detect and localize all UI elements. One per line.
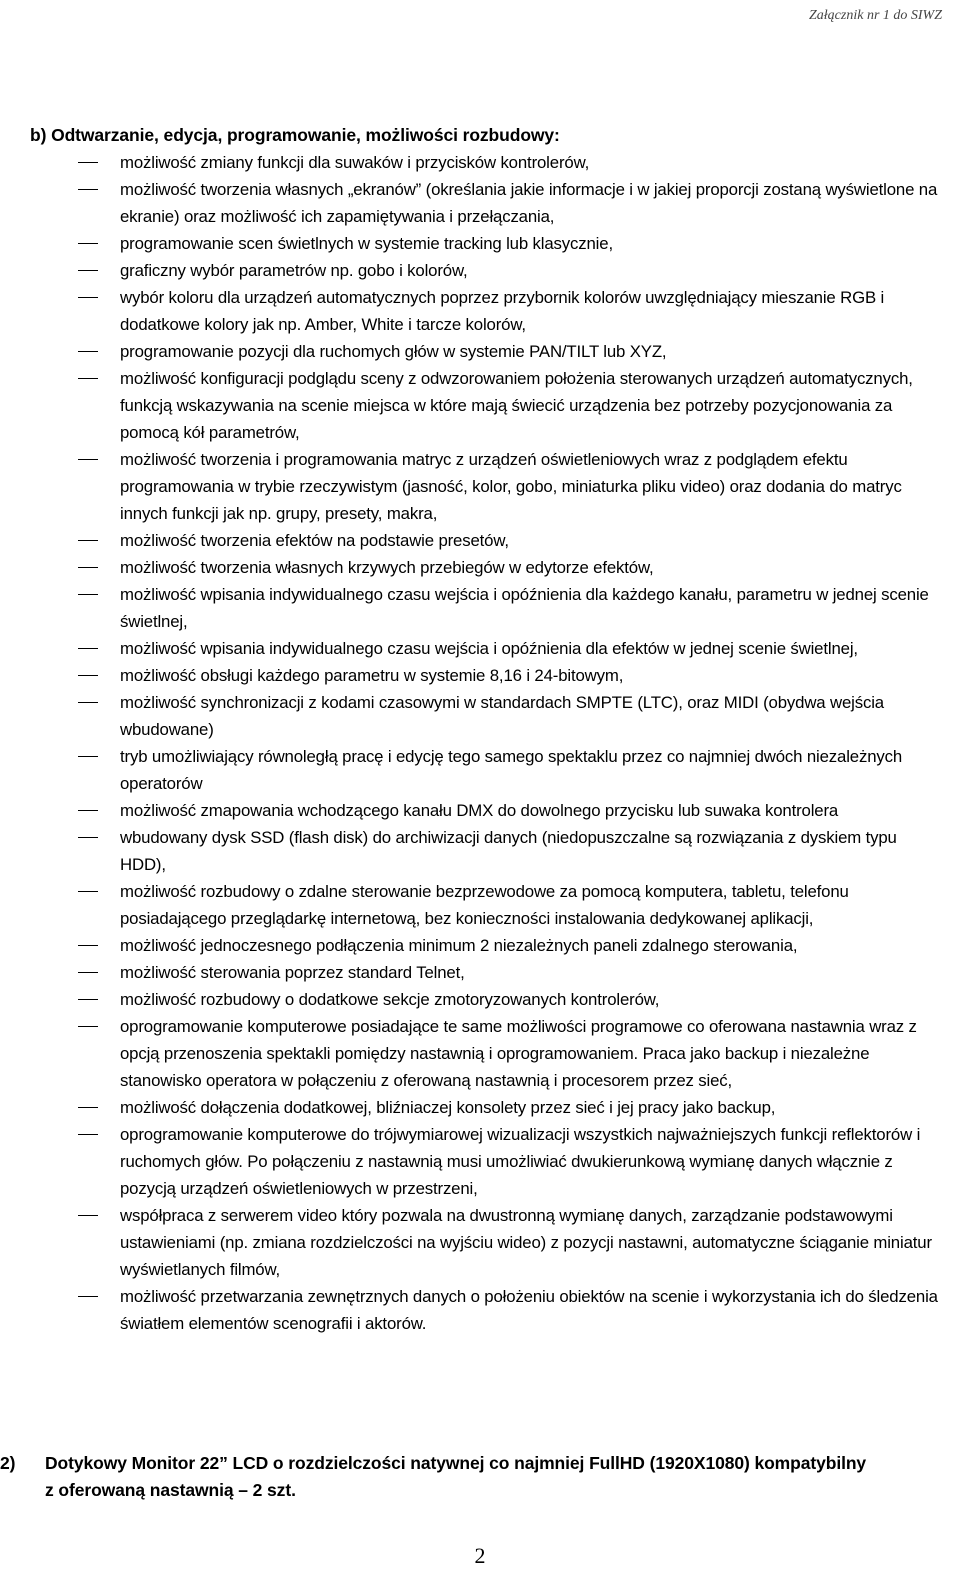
list-item: [30, 1094, 942, 1121]
list-item: [30, 581, 942, 635]
list-item-text: możliwość wpisania indywidualnego czasu wejścia i opóźnienia dla efektów w jednej scenie świetlnej,: [120, 639, 858, 658]
list-item-text: możliwość obsługi każdego parametru w systemie 8,16 i 24-bitowym,: [120, 666, 624, 685]
list-item: [30, 878, 942, 932]
dash-bullet-icon: [78, 567, 98, 568]
list-item: [30, 230, 942, 257]
list-item-text: graficzny wybór parametrów np. gobo i kolorów,: [120, 261, 468, 280]
list-item-text: tryb umożliwiający równoległą pracę i edycję tego samego spektaklu przez co najmniej dwóch niezależnych operatorów: [120, 747, 903, 793]
section-b: [30, 122, 942, 1337]
list-item-text: możliwość synchronizacji z kodami czasowymi w standardach SMPTE (LTC), oraz MIDI (obydwa wejścia wbudowane): [120, 693, 884, 739]
dash-bullet-icon: [78, 837, 98, 838]
list-item-text: oprogramowanie komputerowe do trójwymiarowej wizualizacji wszystkich najważniejszych funkcji reflektorów i ruchomych głów. Po połączeniu z nastawnią musi umożliwiać dwukierunkową wymianę danych włącznie z pozycją urządzeń oświetleniowych w przestrzeni,: [120, 1125, 921, 1198]
list-item: [30, 797, 942, 824]
list-item-text: możliwość tworzenia własnych krzywych przebiegów w edytorze efektów,: [120, 558, 654, 577]
dash-bullet-icon: [78, 540, 98, 541]
list-item-text: programowanie scen świetlnych w systemie tracking lub klasycznie,: [120, 234, 613, 253]
list-item-text: możliwość sterowania poprzez standard Telnet,: [120, 963, 465, 982]
list-item: [30, 932, 942, 959]
list-item-text: wbudowany dysk SSD (flash disk) do archiwizacji danych (niedopuszczalne są rozwiązania z dyskiem typu HDD),: [120, 828, 897, 874]
list-item-text: możliwość zmiany funkcji dla suwaków i przycisków kontrolerów,: [120, 153, 590, 172]
dash-bullet-icon: [78, 810, 98, 811]
dash-bullet-icon: [78, 270, 98, 271]
list-item-text: możliwość wpisania indywidualnego czasu wejścia i opóźnienia dla każdego kanału, parametru w jednej scenie świetlnej,: [120, 585, 929, 631]
dash-bullet-icon: [78, 162, 98, 163]
section-2-heading-line-2: [0, 1477, 950, 1504]
list-item: [30, 1013, 942, 1094]
dash-bullet-icon: [78, 297, 98, 298]
list-item-text: możliwość rozbudowy o dodatkowe sekcje zmotoryzowanych kontrolerów,: [120, 990, 660, 1009]
dash-bullet-icon: [78, 378, 98, 379]
list-item: [30, 149, 942, 176]
dash-bullet-icon: [78, 459, 98, 460]
dash-bullet-icon: [78, 1296, 98, 1297]
page-number: 2: [474, 1543, 486, 1568]
dash-bullet-icon: [78, 891, 98, 892]
dash-bullet-icon: [78, 945, 98, 946]
section-b-title: b) Odtwarzanie, edycja, programowanie, możliwości rozbudowy:: [30, 125, 560, 145]
list-item: [30, 824, 942, 878]
list-item-text: możliwość jednoczesnego podłączenia minimum 2 niezależnych paneli zdalnego sterowania,: [120, 936, 798, 955]
list-item: [30, 1202, 942, 1283]
list-item: [30, 338, 942, 365]
list-item: [30, 1283, 942, 1337]
list-item-text: możliwość zmapowania wchodzącego kanału DMX do dowolnego przycisku lub suwaka kontrolera: [120, 801, 839, 820]
list-item: [30, 365, 942, 446]
list-item: [30, 257, 942, 284]
section-2-heading-line-1: [0, 1450, 950, 1477]
list-item: [30, 284, 942, 338]
list-item-text: możliwość przetwarzania zewnętrznych danych o położeniu obiektów na scenie i wykorzystania ich do śledzenia światłem elementów scenografii i aktorów.: [120, 1287, 938, 1333]
list-item: [30, 986, 942, 1013]
list-item: [30, 1121, 942, 1202]
dash-bullet-icon: [78, 972, 98, 973]
dash-bullet-icon: [78, 351, 98, 352]
list-item: [30, 635, 942, 662]
list-item: [30, 662, 942, 689]
dash-bullet-icon: [78, 756, 98, 757]
dash-bullet-icon: [78, 1026, 98, 1027]
dash-bullet-icon: [78, 594, 98, 595]
dash-bullet-icon: [78, 1107, 98, 1108]
dash-bullet-icon: [78, 648, 98, 649]
section-2-number: 2): [0, 1453, 16, 1473]
list-item: [30, 554, 942, 581]
section-2: [0, 1450, 950, 1504]
dash-bullet-icon: [78, 1134, 98, 1135]
list-item-text: możliwość rozbudowy o zdalne sterowanie bezprzewodowe za pomocą komputera, tabletu, telefonu posiadającego przeglądarkę internetową, bez konieczności instalowania dedykowanej aplikacji,: [120, 882, 849, 928]
section-2-text-line-1: Dotykowy Monitor 22” LCD o rozdzielczości natywnej co najmniej FullHD (1920X1080) kompatybilny: [45, 1453, 867, 1473]
requirements-list: [30, 149, 942, 1337]
dash-bullet-icon: [78, 702, 98, 703]
list-item-text: oprogramowanie komputerowe posiadające te same możliwości programowe co oferowana nastawnia wraz z opcją przenoszenia spektakli pomiędzy nastawnią i oprogramowaniem. Praca jako backup i niezależne stanowisko operatora w połączeniu z oferowaną nastawnią i procesorem przez sieć,: [120, 1017, 917, 1090]
dash-bullet-icon: [78, 189, 98, 190]
attachment-header-note: Załącznik nr 1 do SIWZ: [809, 8, 942, 23]
list-item-text: możliwość dołączenia dodatkowej, bliźniaczej konsolety przez sieć i jej pracy jako backup,: [120, 1098, 776, 1117]
list-item: [30, 689, 942, 743]
dash-bullet-icon: [78, 1215, 98, 1216]
list-item: [30, 527, 942, 554]
list-item: [30, 959, 942, 986]
list-item-text: wybór koloru dla urządzeń automatycznych poprzez przybornik kolorów uwzględniający mieszanie RGB i dodatkowe kolory jak np. Amber, White i tarcze kolorów,: [120, 288, 885, 334]
section-2-text-line-2: z oferowaną nastawnią – 2 szt.: [45, 1480, 296, 1500]
dash-bullet-icon: [78, 243, 98, 244]
list-item-text: możliwość tworzenia własnych „ekranów” (określania jakie informacje i w jakiej proporcji zostaną wyświetlone na ekranie) oraz możliwość ich zapamiętywania i przełączania,: [120, 180, 938, 226]
list-item-text: możliwość tworzenia i programowania matryc z urządzeń oświetleniowych wraz z podglądem efektu programowania w trybie rzeczywistym (jasność, kolor, gobo, miniaturka pliku video) oraz dodania do matryc innych funkcji jak np. grupy, presety, makra,: [120, 450, 902, 523]
list-item-text: możliwość konfiguracji podglądu sceny z odwzorowaniem położenia sterowanych urządzeń automatycznych, funkcją wskazywania na scenie miejsca w które mają świecić urządzenia bez potrzeby pozycjonowania za pomocą kół parametrów,: [120, 369, 913, 442]
list-item: [30, 176, 942, 230]
dash-bullet-icon: [78, 675, 98, 676]
list-item-text: możliwość tworzenia efektów na podstawie presetów,: [120, 531, 509, 550]
list-item: [30, 743, 942, 797]
dash-bullet-icon: [78, 999, 98, 1000]
list-item-text: współpraca z serwerem video który pozwala na dwustronną wymianę danych, zarządzanie podstawowymi ustawieniami (np. zmiana rozdzielczości na wyjściu wideo) z pozycji nastawni, automatyczne ściąganie miniatur wyświetlanych filmów,: [120, 1206, 932, 1279]
list-item-text: programowanie pozycji dla ruchomych głów w systemie PAN/TILT lub XYZ,: [120, 342, 667, 361]
list-item: [30, 446, 942, 527]
